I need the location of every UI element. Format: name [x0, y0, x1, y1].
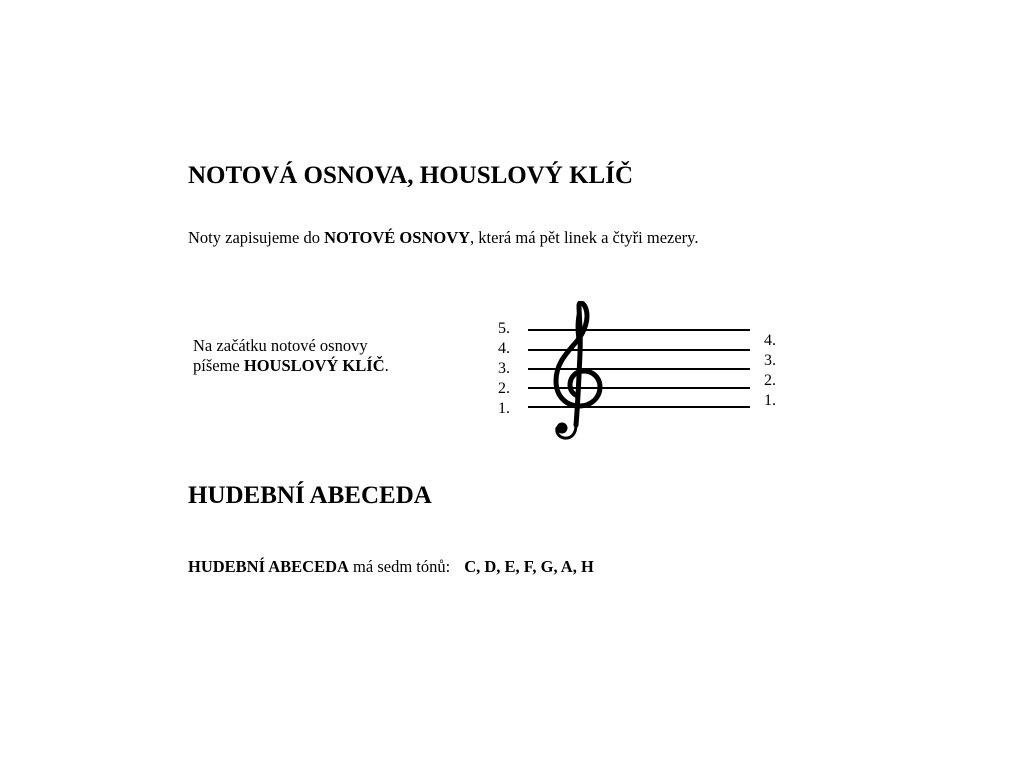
- space-label-2: 2.: [764, 372, 776, 389]
- line-label-3: 3.: [498, 360, 510, 377]
- clef-note-line-1: Na začátku notové osnovy: [193, 336, 368, 355]
- clef-note-bold: HOUSLOVÝ KLÍČ: [243, 356, 385, 375]
- line-label-5: 5.: [498, 320, 510, 337]
- line-label-2: 2.: [498, 380, 510, 397]
- clef-note-prefix: píšeme: [193, 356, 244, 375]
- section-title-staff: NOTOVÁ OSNOVA, HOUSLOVÝ KLÍČ: [188, 162, 633, 189]
- alphabet-text-middle: má sedm tónů:: [348, 557, 451, 576]
- space-label-3: 3.: [764, 352, 776, 369]
- space-label-4: 4.: [764, 332, 776, 349]
- alphabet-text-bold: HUDEBNÍ ABECEDA: [188, 557, 349, 576]
- intro-text-bold: NOTOVÉ OSNOVY: [324, 228, 471, 247]
- intro-text-suffix: , která má pět linek a čtyři mezery.: [470, 228, 699, 247]
- section-title-alphabet: HUDEBNÍ ABECEDA: [188, 482, 432, 509]
- treble-clef-icon: [549, 301, 605, 441]
- line-label-4: 4.: [498, 340, 510, 357]
- alphabet-paragraph: [188, 557, 594, 577]
- clef-note-line-2: [193, 356, 389, 376]
- alphabet-tones: C, D, E, F, G, A, H: [464, 557, 594, 576]
- line-label-1: 1.: [498, 400, 510, 417]
- space-label-1: 1.: [764, 392, 776, 409]
- staff-intro-paragraph: [188, 228, 698, 248]
- intro-text-prefix: Noty zapisujeme do: [188, 228, 325, 247]
- clef-note-suffix: .: [384, 356, 389, 375]
- clef-note: [193, 336, 389, 376]
